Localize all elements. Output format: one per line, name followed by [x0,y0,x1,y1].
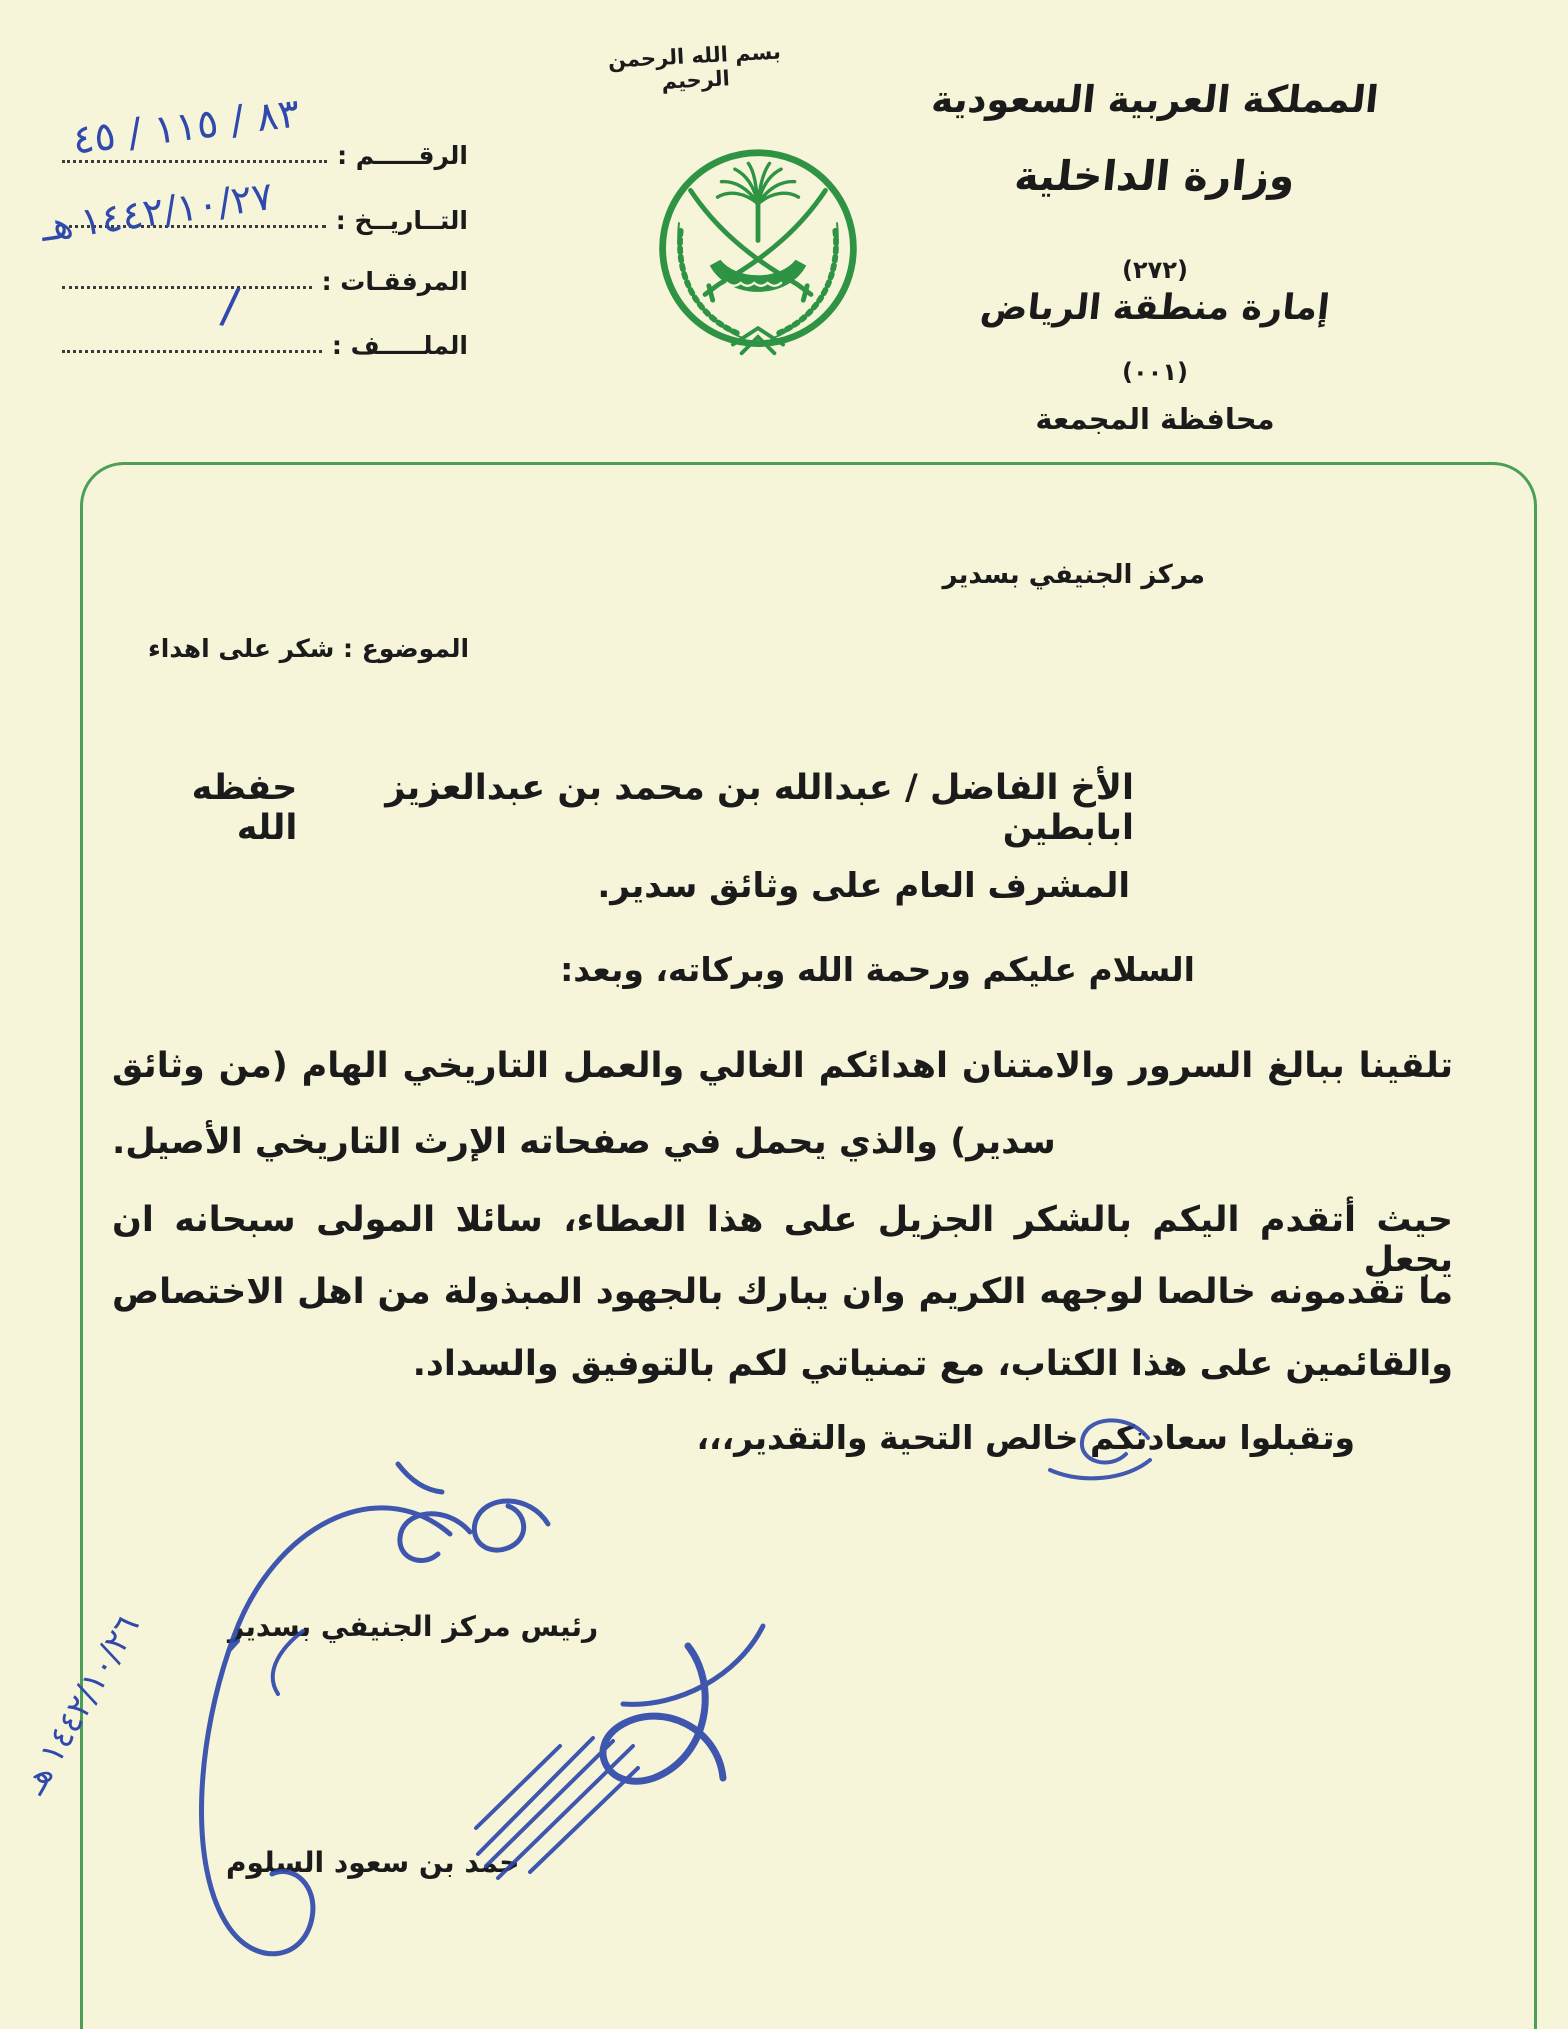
date-label: التــاريــخ : [335,206,468,235]
handwritten-date [38,174,276,251]
ministry-title: وزارة الداخلية [1012,152,1298,200]
field-attachments [62,254,472,296]
salutation-honorific: حفظه الله [191,768,298,848]
greeting-line: السلام عليكم ورحمة الله وبركاته، وبعد: [560,950,1195,989]
recipient-center-name: مركز الجنيفي بسدير [942,560,1205,590]
kingdom-title: المملكة العربية السعودية [929,78,1381,121]
paragraph2-line3: والقائمين على هذا الكتاب، مع تمنياتي لكم بالتوفيق والسداد. [412,1344,1453,1384]
file-label: الملـــــف : [331,331,468,360]
hijri-marker: هـ [13,1757,61,1801]
number-label: الرقـــــم : [337,141,468,170]
signer-title: رئيس مركز الجنيفي بسدير [228,1610,599,1643]
dotted-line [62,285,312,289]
paragraph2-line1: حيث أتقدم اليكم بالشكر الجزيل على هذا العطاء، سائلا المولى سبحانه ان يجعل [112,1200,1453,1280]
blue-ink-initial-mark [1022,1398,1172,1497]
attachments-label: المرفقـات : [321,267,468,296]
ministry-of-interior-emblem-icon [652,142,864,368]
paragraph1-line1: تلقينا ببالغ السرور والامتنان اهدائكم الغالي والعمل التاريخي الهام (من وثائق [112,1046,1453,1086]
ministry-code: (٢٧٢) [1122,256,1188,284]
paragraph1-line2: سدير) والذي يحمل في صفحاته الإرث التاريخي الأصيل. [112,1122,1056,1162]
salutation-line [130,768,1134,848]
subject-line: الموضوع : شكر على اهداء [148,634,470,663]
field-file [62,318,472,360]
date-digits: ١٤٤٢/١٠/٢٦ [31,1608,147,1770]
salutation-title-line: المشرف العام على وثائق سدير. [597,866,1130,906]
emirate-code: (٠٠١) [1122,358,1188,386]
paragraph2-line2: ما تقدمونه خالصا لوجهه الكريم وان يبارك بالجهود المبذولة من اهل الاختصاص [112,1272,1453,1312]
dotted-line [62,349,322,353]
handwritten-attachments-slash: / [218,277,242,335]
hijri-marker: هـ [38,202,76,252]
handwritten-number: ٨٣ / ١١٥ / ٤٥ [70,90,303,164]
emirate-title: إمارة منطقة الرياض [978,288,1332,328]
salutation-name: الأخ الفاضل / عبدالله بن محمد بن عبدالعزيز ابابطين [385,768,1134,848]
date-digits: ١٤٤٢/١٠/٢٧ [77,173,276,246]
governorate-title: محافظة المجمعة [1035,402,1275,436]
bismillah-calligraphy: بسم الله الرحمن الرحيم [607,39,782,94]
closing-line: وتقبلوا سعادتكم خالص التحية والتقدير،،، [696,1418,1355,1457]
signer-name: حمد بن سعود السلوم [226,1846,520,1879]
